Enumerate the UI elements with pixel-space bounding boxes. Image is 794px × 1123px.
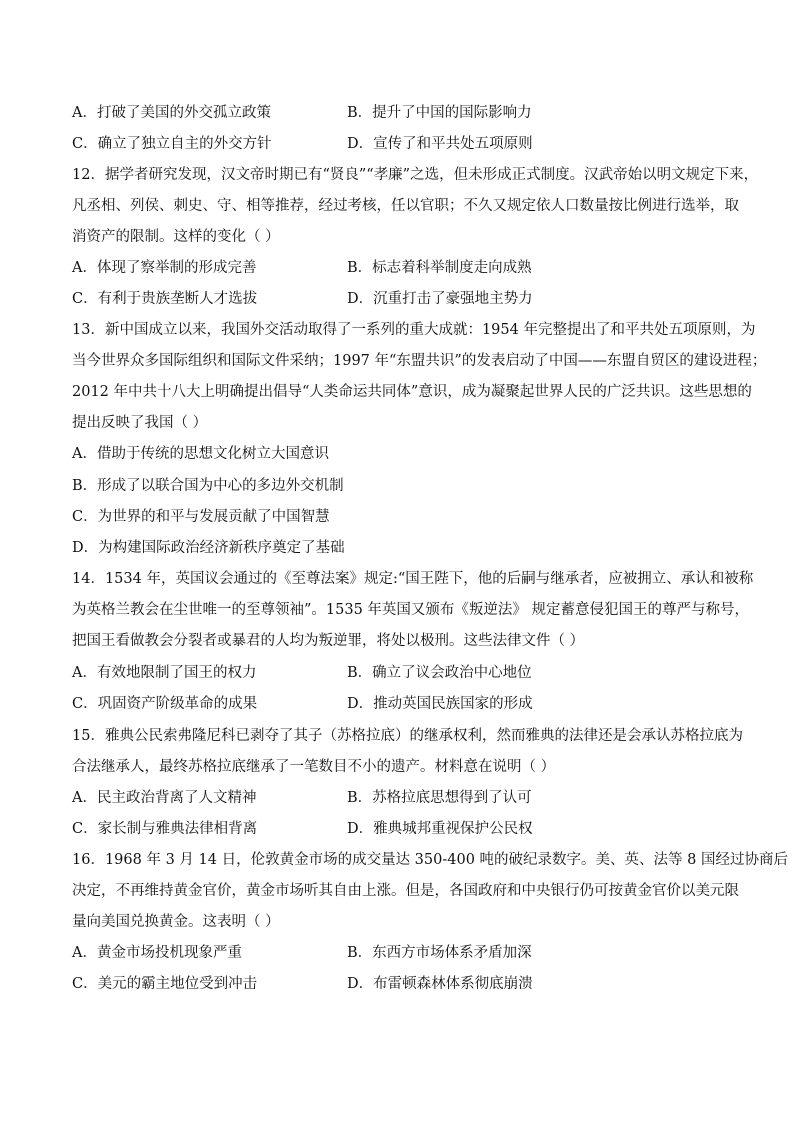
question-stem-line: 提出反映了我国（ ） xyxy=(72,415,208,431)
question-stem-line: 凡丞相、列侯、刺史、守、相等推荐，经过考核，任以官职；不久又规定依人口数量按比例进行选举，取 xyxy=(72,198,739,214)
option-d: D．布雷顿森林体系彻底崩溃 xyxy=(347,976,533,992)
option-b: B．苏格拉底思想得到了认可 xyxy=(347,790,532,806)
option-b: B．标志着科举制度走向成熟 xyxy=(347,260,532,276)
option-c: C．为世界的和平与发展贡献了中国智慧 xyxy=(72,509,330,525)
question-stem-line: 量向美国兑换黄金。这表明（ ） xyxy=(72,914,280,930)
option-c: C．美元的霸主地位受到冲击 xyxy=(72,976,258,992)
option-d: D．推动英国民族国家的形成 xyxy=(347,696,533,712)
option-b: B．东西方市场体系矛盾加深 xyxy=(347,945,532,961)
question-stem-line: 15．雅典公民索弗隆尼科已剥夺了其子（苏格拉底）的继承权利，然而雅典的法律还是会承认苏格拉底为 xyxy=(72,728,743,744)
question-stem-line: 13．新中国成立以来，我国外交活动取得了一系列的重大成就：1954 年完整提出了和平共处五项原则，为 xyxy=(72,322,756,338)
option-a: A．借助于传统的思想文化树立大国意识 xyxy=(72,446,329,462)
option-a: A．民主政治背离了人文精神 xyxy=(72,790,257,806)
question-stem-line: 为英格兰教会在尘世唯一的至尊领袖”。1535 年英国又颁布《叛逆法》 规定蓄意侵犯国王的尊严与称号， xyxy=(72,602,750,618)
option-b: B．形成了以联合国为中心的多边外交机制 xyxy=(72,478,344,494)
option-a: A．有效地限制了国王的权力 xyxy=(72,665,257,681)
option-a: A．体现了察举制的形成完善 xyxy=(72,260,257,276)
option-d: D．沉重打击了豪强地主势力 xyxy=(347,291,533,307)
question-stem-line: 决定，不再维持黄金官价，黄金市场听其自由上涨。但是，各国政府和中央银行仍可按黄金官价以美元限 xyxy=(72,883,739,899)
question-stem-line: 当今世界众多国际组织和国际文件采纳；1997 年“东盟共识”的发表启动了中国——东盟自贸区的建设进程； xyxy=(72,353,767,369)
question-stem-line: 12．据学者研究发现，汉文帝时期已有“贤良”“孝廉”之选，但未形成正式制度。汉武帝始以明文规定下来， xyxy=(72,167,759,183)
option-c: C．巩固资产阶级革命的成果 xyxy=(72,696,258,712)
question-stem-line: 16．1968 年 3 月 14 日，伦敦黄金市场的成交量达 350-400 吨的破纪录数字。美、英、法等 8 国经过协商后 xyxy=(72,852,788,868)
option-d: D．雅典城邦重视保护公民权 xyxy=(347,821,533,837)
question-stem-line: 把国王看做教会分裂者或暴君的人均为叛逆罪，将处以极刑。这些法律文件（ ） xyxy=(72,633,585,649)
question-stem-line: 14．1534 年，英国议会通过的《至尊法案》规定:“国王陛下，他的后嗣与继承者，应被拥立、承认和被称 xyxy=(72,571,754,587)
option-b: B．提升了中国的国际影响力 xyxy=(347,105,532,121)
option-a: A．黄金市场投机现象严重 xyxy=(72,945,242,961)
option-d: D．宣传了和平共处五项原则 xyxy=(347,136,533,152)
option-c: C．有利于贵族垄断人才选拔 xyxy=(72,291,258,307)
option-c: C．家长制与雅典法律相背离 xyxy=(72,821,258,837)
option-c: C．确立了独立自主的外交方针 xyxy=(72,136,272,152)
question-stem-line: 消资产的限制。这样的变化（ ） xyxy=(72,229,280,245)
question-stem-line: 合法继承人，最终苏格拉底继承了一笔数目不小的遗产。材料意在说明（ ） xyxy=(72,759,556,775)
option-b: B．确立了议会政治中心地位 xyxy=(347,665,532,681)
question-stem-line: 2012 年中共十八大上明确提出倡导“人类命运共同体”意识，成为凝聚起世界人民的广泛共识。这些思想的 xyxy=(72,384,752,400)
option-a: A．打破了美国的外交孤立政策 xyxy=(72,105,271,121)
option-d: D．为构建国际政治经济新秩序奠定了基础 xyxy=(72,540,345,556)
